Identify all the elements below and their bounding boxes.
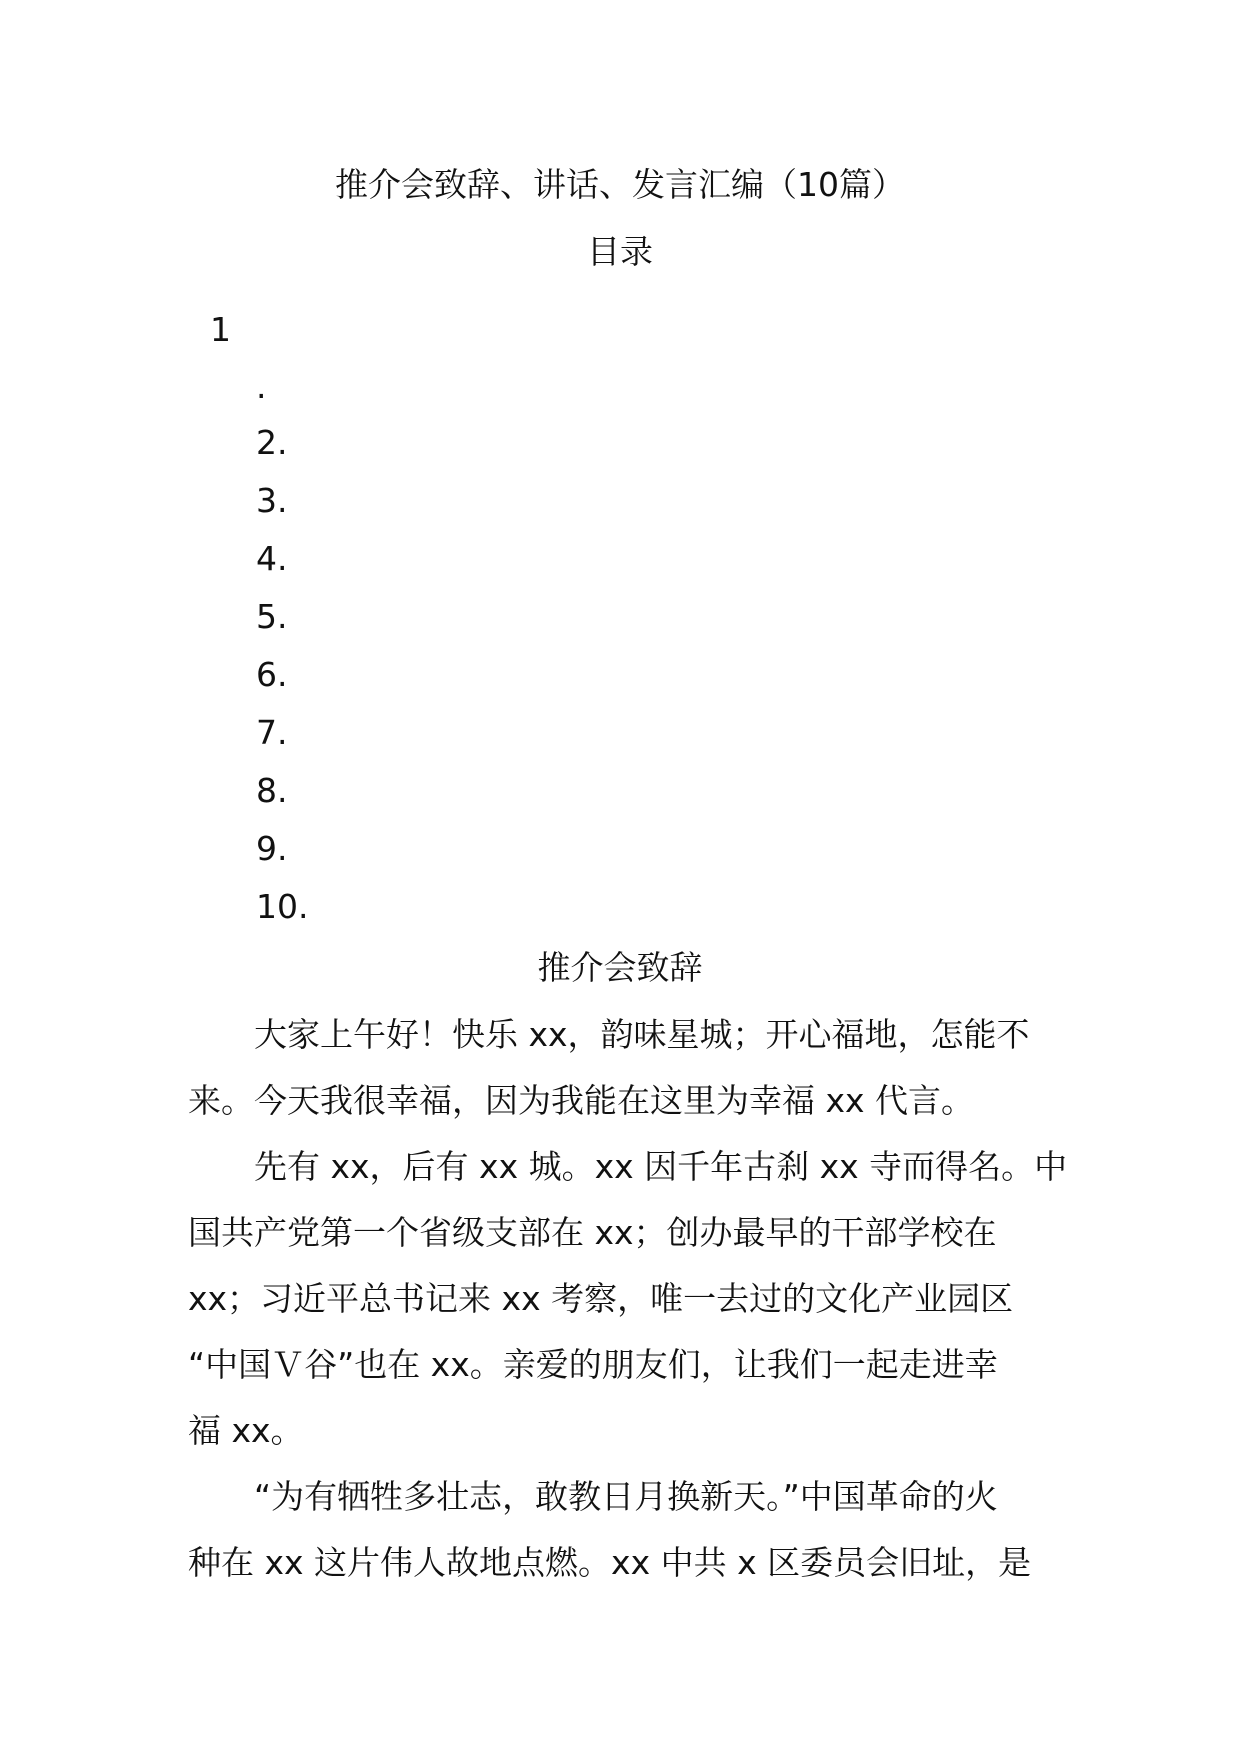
toc-item[interactable]: 1 [210,310,231,349]
toc-item[interactable]: . [256,367,267,406]
document-title: 推介会致辞、讲话、发言汇编（10篇） [335,165,905,204]
body-line: 来。今天我很幸福，因为我能在这里为幸福 xx 代言。 [188,1081,975,1120]
toc-item[interactable]: 10. [256,887,309,926]
toc-item[interactable]: 8. [256,771,288,810]
body-line: “为有牺牲多壮志，敢教日月换新天。”中国革命的火 [188,1477,998,1516]
body-line: “中国Ｖ谷”也在 xx。亲爱的朋友们，让我们一起走进幸 [188,1345,998,1384]
toc-item[interactable]: 2. [256,423,288,462]
toc-item[interactable]: 5. [256,597,288,636]
body-line: 国共产党第一个省级支部在 xx；创办最早的干部学校在 [188,1213,997,1252]
toc-item[interactable]: 7. [256,713,288,752]
body-line: xx；习近平总书记来 xx 考察，唯一去过的文化产业园区 [188,1279,1014,1318]
body-line: 福 xx。 [188,1411,304,1450]
toc-item[interactable]: 3. [256,481,288,520]
body-line: 种在 xx 这片伟人故地点燃。xx 中共 x 区委员会旧址，是 [188,1543,1032,1582]
body-line: 大家上午好！快乐 xx，韵味星城；开心福地，怎能不 [188,1015,1030,1054]
section-title: 推介会致辞 [537,948,703,987]
toc-item[interactable]: 6. [256,655,288,694]
toc-heading: 目录 [587,232,653,271]
toc-item[interactable]: 4. [256,539,288,578]
body-line: 先有 xx，后有 xx 城。xx 因千年古刹 xx 寺而得名。中 [188,1147,1068,1186]
toc-item[interactable]: 9. [256,829,288,868]
